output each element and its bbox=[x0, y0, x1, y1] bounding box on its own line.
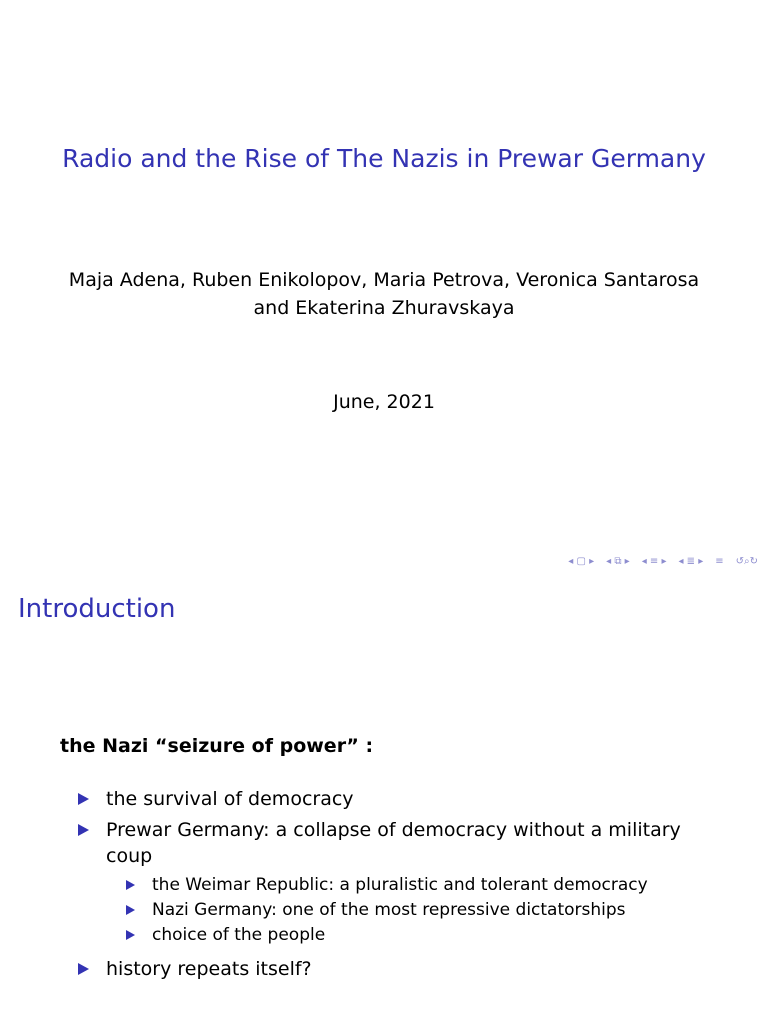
presentation-title: Radio and the Rise of The Nazis in Prewar Germany bbox=[62, 144, 706, 173]
section-nav-icon[interactable]: ◂ ≣ ▸ bbox=[678, 556, 704, 567]
sub-list-item bbox=[126, 923, 706, 948]
list-item bbox=[78, 817, 718, 869]
introduction-slide bbox=[0, 576, 768, 1024]
slide-nav-icon[interactable]: ◂ ▢ ▸ bbox=[568, 556, 595, 567]
authors: Maja Adena, Ruben Enikolopov, Maria Petrova, Veronica Santarosa and Ekaterina Zhuravskaya bbox=[68, 269, 700, 319]
triangle-bullet-icon bbox=[126, 905, 135, 915]
list-item-text: the survival of democracy bbox=[106, 788, 354, 810]
beamer-navigation-bar bbox=[568, 556, 758, 568]
list-item bbox=[78, 956, 718, 982]
search-zoom-icon[interactable]: ↺⌕↻ bbox=[735, 556, 758, 567]
lead-statement: the Nazi “seizure of power” : bbox=[60, 735, 374, 757]
list-item bbox=[78, 786, 718, 812]
presentation-date: June, 2021 bbox=[333, 391, 435, 413]
sub-list-item-text: Nazi Germany: one of the most repressive dictatorships bbox=[152, 900, 626, 920]
doc-nav-icon[interactable]: ≡ bbox=[715, 556, 724, 567]
triangle-bullet-icon bbox=[78, 793, 89, 805]
triangle-bullet-icon bbox=[78, 963, 89, 975]
frame-nav-icon[interactable]: ◂ ⧉ ▸ bbox=[606, 556, 630, 567]
triangle-bullet-icon bbox=[78, 824, 89, 836]
sub-list-item bbox=[126, 898, 706, 923]
list-item-text: history repeats itself? bbox=[106, 958, 312, 980]
triangle-bullet-icon bbox=[126, 880, 135, 890]
frame-title: Introduction bbox=[18, 594, 176, 624]
sub-list-item-text: choice of the people bbox=[152, 925, 326, 945]
triangle-bullet-icon bbox=[126, 930, 135, 940]
sub-list-item bbox=[126, 873, 706, 898]
subsection-nav-icon[interactable]: ◂ ≡ ▸ bbox=[641, 556, 667, 567]
list-item-text: Prewar Germany: a collapse of democracy without a military coup bbox=[106, 819, 681, 867]
sub-list-item-text: the Weimar Republic: a pluralistic and tolerant democracy bbox=[152, 875, 648, 895]
